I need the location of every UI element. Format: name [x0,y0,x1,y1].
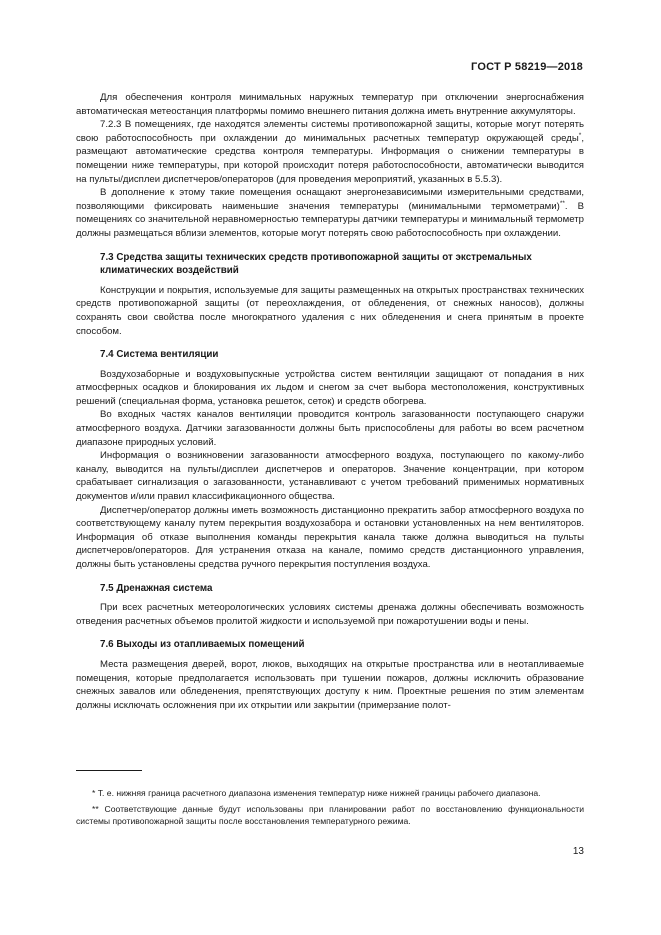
paragraph-text: , размещают автоматические средства контроля температуры. Информация о снижении температуры в помещении ниже температуры, при которой происходит потеря работоспособности, автоматически выводится на пульты/дисплеи диспетчеров/операторов (для проведения мероприятий, указанных в 5.5.3). [76,132,584,185]
paragraph-text: 7.2.3 В помещениях, где находятся элементы системы противопожарной защиты, которые могут потерять свою работоспособность при охлаждении до минимальных расчетных температур окружающей среды [76,119,584,144]
paragraph: Воздухозаборные и воздуховыпускные устройства систем вентиляции защищают от попадания в них атмосферных осадков и блокирования их льдом и снегом за счет выбора местоположения, конструктивных решений (специальная форма, установка решеток, сеток) и средств обогрева. [76,368,584,407]
paragraph-text: . В помещениях со значительной неравномерностью температуры датчики температуры и минимальный термометр должны размещаться вблизи элементов, которые могут потерять свою работоспособность при охлаждении. [76,200,584,239]
standard-header: ГОСТ Р 58219—2018 [471,61,583,73]
footnote-1: * Т. е. нижняя граница расчетного диапазона изменения температур ниже нижней границы рабочего диапазона. [92,788,541,798]
paragraph-text: В дополнение к этому такие помещения оснащают энергонезависимыми измерительными средствами, позволяющими фиксировать наименьшие значения температуры (минимальными термометрами) [76,187,584,212]
paragraph: Для обеспечения контроля минимальных наружных температур при отключении энергоснабжения автоматическая метеостанция платформы помимо внешнего питания должна иметь внутренние аккумуляторы. [76,92,584,117]
footnotes [76,787,584,831]
page-number: 13 [572,846,584,857]
paragraph: При всех расчетных метеорологических условиях системы дренажа должны обеспечивать возможность отведения расчетных объемов пролитой жидкости и используемой при пожаротушении воды и пены. [76,602,584,627]
footnote-divider [76,770,142,771]
main-text [76,91,584,712]
footnote-ref: * [578,131,582,139]
paragraph: Диспетчер/оператор должны иметь возможность дистанционно прекратить забор атмосферного воздуха по соответствующему каналу путем перекрытия воздухозабора и остановки установленных на нем вентиляторов. Информация об отказе выполнения команды перекрытия канала также должна выводиться на пульты диспетчеров/операторов. Для устранения отказа на канале, помимо средств дистанционного управления, должны быть установлены средства ручного перекрытия поступления воздуха. [76,504,584,570]
paragraph: Конструкции и покрытия, используемые для защиты размещенных на открытых пространствах технических средств противопожарной защиты (от переохлаждения, от обледенения, от снежных наносов), должны сохранять свои свойства после многократного удаления с них обледенения и снега принятым в проекте способом. [76,284,584,337]
paragraph: Места размещения дверей, ворот, люков, выходящих на открытые пространства или в неотапливаемые помещения, которые предполагается использовать при тушении пожаров, должны исключить образование снежных завалов или обледенения, препятствующих доступу к ним. Проектные решения по этим элементам должны исключать осложнения при их открытии или закрытии (примерзание полот- [76,658,584,711]
paragraph: Информация о возникновении загазованности атмосферного воздуха, поступающего по какому-либо каналу, выводится на пульты/дисплеи диспетчеров и операторов. Значение концентрации, при котором срабатывает сигнализация о загазованности, устанавливают с учетом требований применимых нормативных документов и/или правил классификационного общества. [76,450,584,503]
footnote-ref: ** [559,199,565,207]
section-heading-7-6: 7.6 Выходы из отапливаемых помещений [100,639,305,651]
footnote-2: ** Соответствующие данные будут использованы при планировании работ по восстановлению функциональности системы противопожарной защиты после восстановления температурного режима. [76,804,584,826]
paragraph [76,186,584,240]
section-heading-7-5: 7.5 Дренажная система [100,582,213,594]
paragraph: Во входных частях каналов вентиляции проводится контроль загазованности поступающего снаружи атмосферного воздуха. Датчики загазованности должны быть приспособлены для работы во всем расчетном диапазоне природных условий. [76,409,584,448]
paragraph-7-2-3 [76,118,584,186]
section-heading-7-4: 7.4 Система вентиляции [100,349,219,361]
section-heading-7-3: 7.3 Средства защиты технических средств противопожарной защиты от экстремальных климатических воздействий [100,251,532,277]
